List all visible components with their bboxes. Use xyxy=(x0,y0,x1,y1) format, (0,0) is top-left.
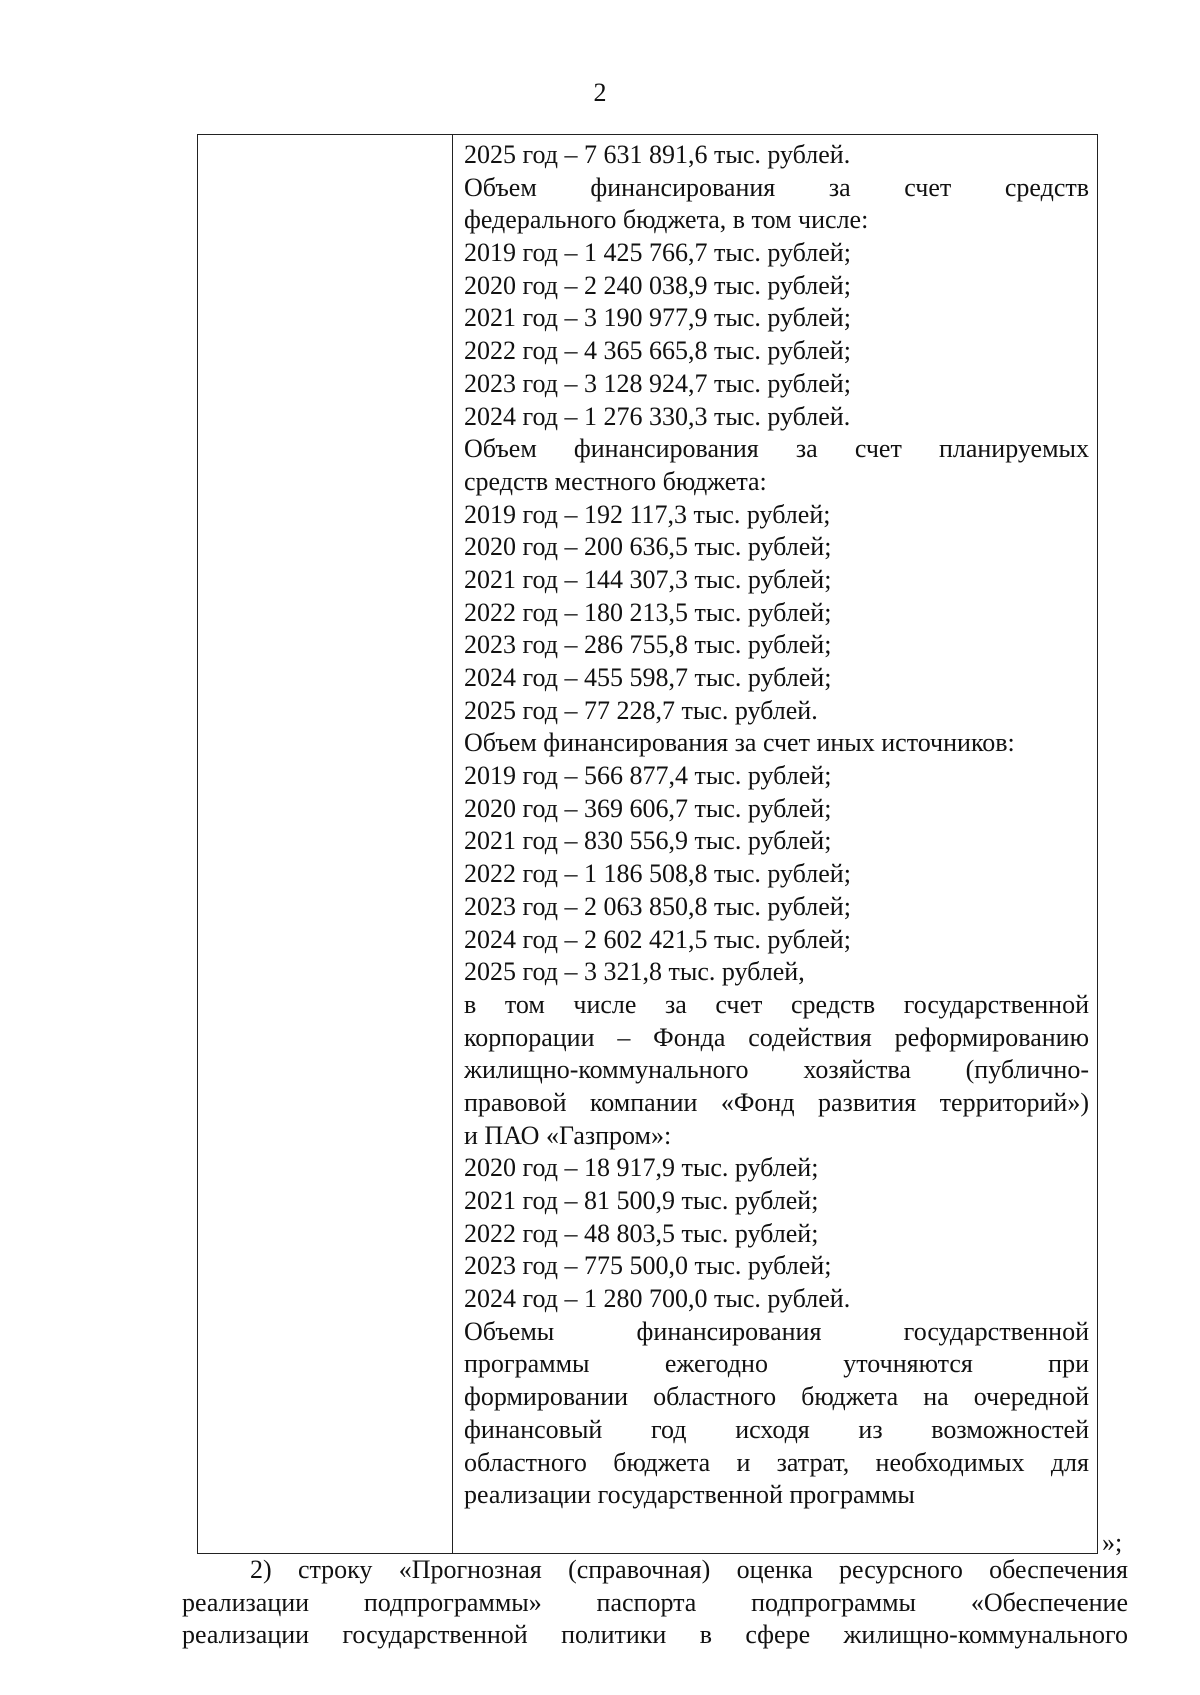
page-number: 2 xyxy=(593,78,607,107)
text-line: 2025 год – 77 228,7 тыс. рублей. xyxy=(464,695,818,725)
text-line: 2023 год – 3 128 924,7 тыс. рублей; xyxy=(464,368,851,398)
text-line: 2022 год – 4 365 665,8 тыс. рублей; xyxy=(464,336,851,366)
text-line: 2023 год – 2 063 850,8 тыс. рублей; xyxy=(464,891,851,921)
text-line: финансовый год исходя из возможностей xyxy=(464,1414,1089,1444)
text-line: формировании областного бюджета на очередной xyxy=(464,1382,1089,1412)
text-line: жилищно-коммунального хозяйства (публично- xyxy=(464,1055,1089,1085)
text-line: Объем финансирования за счет иных источников: xyxy=(464,728,1015,758)
text-line: 2023 год – 775 500,0 тыс. рублей; xyxy=(464,1251,832,1281)
text-line: 2025 год – 3 321,8 тыс. рублей, xyxy=(464,957,805,987)
text-line: 2023 год – 286 755,8 тыс. рублей; xyxy=(464,630,832,660)
text-line: 2019 год – 192 117,3 тыс. рублей; xyxy=(464,499,831,529)
text-line: 2021 год – 830 556,9 тыс. рублей; xyxy=(464,826,832,856)
amendment-paragraph xyxy=(182,1553,1128,1651)
column-divider xyxy=(452,135,453,1553)
text-line: в том числе за счет средств государственной xyxy=(464,989,1089,1019)
text-line: 2025 год – 7 631 891,6 тыс. рублей. xyxy=(464,140,851,169)
text-line: и ПАО «Газпром»: xyxy=(464,1120,672,1150)
table-right-cell xyxy=(464,139,1089,1512)
text-line: 2024 год – 2 602 421,5 тыс. рублей; xyxy=(464,924,851,954)
text-line: 2022 год – 180 213,5 тыс. рублей; xyxy=(464,597,832,627)
text-line: 2019 год – 1 425 766,7 тыс. рублей; xyxy=(464,238,851,268)
funding-table xyxy=(197,134,1098,1554)
text-line: Объем финансирования за счет планируемых xyxy=(464,434,1089,464)
text-line: реализации государственной программы xyxy=(464,1480,915,1510)
text-line: 2020 год – 18 917,9 тыс. рублей; xyxy=(464,1153,819,1183)
text-line: 2022 год – 48 803,5 тыс. рублей; xyxy=(464,1218,819,1248)
text-line: программы ежегодно уточняются при xyxy=(464,1349,1089,1379)
text-line: 2020 год – 369 606,7 тыс. рублей; xyxy=(464,793,832,823)
text-line: 2024 год – 1 280 700,0 тыс. рублей. xyxy=(464,1284,851,1314)
text-line: корпорации – Фонда содействия реформированию xyxy=(464,1022,1089,1052)
text-line: 2024 год – 1 276 330,3 тыс. рублей. xyxy=(464,401,851,431)
paragraph-line: реализации подпрограммы» паспорта подпрограммы «Обеспечение xyxy=(182,1587,1128,1617)
text-line: 2021 год – 144 307,3 тыс. рублей; xyxy=(464,564,832,594)
text-line: правовой компании «Фонд развития территорий») xyxy=(464,1087,1089,1117)
text-line: 2022 год – 1 186 508,8 тыс. рублей; xyxy=(464,859,851,889)
text-line: 2020 год – 2 240 038,9 тыс. рублей; xyxy=(464,270,851,300)
text-line: Объем финансирования за счет средств xyxy=(464,172,1089,202)
text-line: Объемы финансирования государственной xyxy=(464,1316,1089,1346)
text-line: 2024 год – 455 598,7 тыс. рублей; xyxy=(464,663,832,692)
text-line: 2021 год – 81 500,9 тыс. рублей; xyxy=(464,1186,819,1215)
text-line: 2019 год – 566 877,4 тыс. рублей; xyxy=(464,761,832,791)
paragraph-line: 2) строку «Прогнозная (справочная) оценка ресурсного обеспечения xyxy=(250,1555,1128,1584)
text-line: федерального бюджета, в том числе: xyxy=(464,205,869,235)
closing-quote-mark: »; xyxy=(1102,1528,1123,1557)
text-line: 2020 год – 200 636,5 тыс. рублей; xyxy=(464,532,832,562)
text-line: средств местного бюджета: xyxy=(464,466,767,496)
text-line: 2021 год – 3 190 977,9 тыс. рублей; xyxy=(464,303,851,333)
text-line: областного бюджета и затрат, необходимых для xyxy=(464,1447,1089,1477)
paragraph-line: реализации государственной политики в сфере жилищно-коммунального xyxy=(182,1620,1128,1650)
